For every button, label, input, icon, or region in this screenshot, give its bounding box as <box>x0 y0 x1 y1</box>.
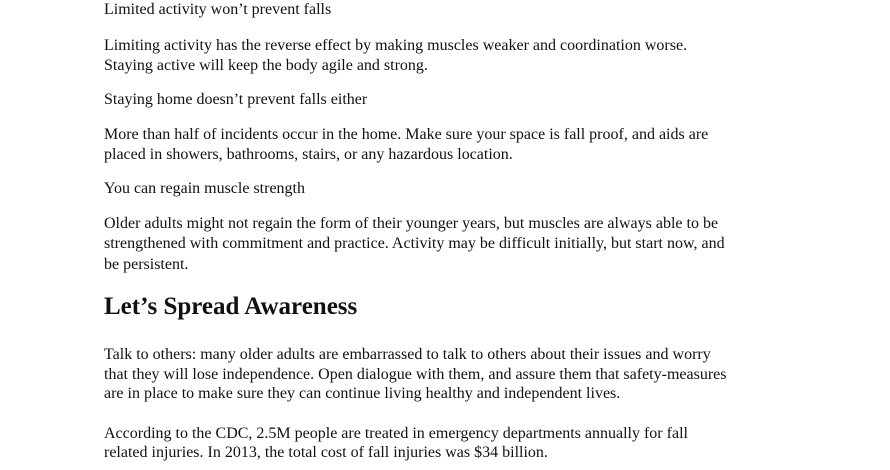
paragraph-line: Talk to others: many older adults are embarrassed to talk to others about their issues and worry <box>104 346 711 363</box>
paragraph-line: strengthened with commitment and practice. Activity may be difficult initially, but start now, and <box>104 235 725 252</box>
subheading-regain-strength: You can regain muscle strength <box>104 180 305 197</box>
subheading-limited-activity: Limited activity won’t prevent falls <box>104 1 332 18</box>
section-heading-awareness: Let’s Spread Awareness <box>104 293 358 320</box>
paragraph-line: be persistent. <box>104 256 189 273</box>
paragraph-line: Older adults might not regain the form of their younger years, but muscles are always able to be <box>104 215 719 232</box>
paragraph-line: Limiting activity has the reverse effect by making muscles weaker and coordination worse. <box>104 37 688 54</box>
paragraph-line: are in place to make sure they can continue living healthy and independent lives. <box>104 385 621 402</box>
paragraph-line: According to the CDC, 2.5M people are treated in emergency departments annually for fall <box>104 425 688 442</box>
paragraph-line: related injuries. In 2013, the total cost of fall injuries was $34 billion. <box>104 444 548 461</box>
paragraph-line: Staying active will keep the body agile and strong. <box>104 57 428 74</box>
paragraph-line: More than half of incidents occur in the home. Make sure your space is fall proof, and aids are <box>104 126 709 143</box>
subheading-staying-home: Staying home doesn’t prevent falls either <box>104 91 368 108</box>
paragraph-line: placed in showers, bathrooms, stairs, or any hazardous location. <box>104 146 513 163</box>
paragraph-line: that they will lose independence. Open dialogue with them, and assure them that safety-measures <box>104 366 727 383</box>
